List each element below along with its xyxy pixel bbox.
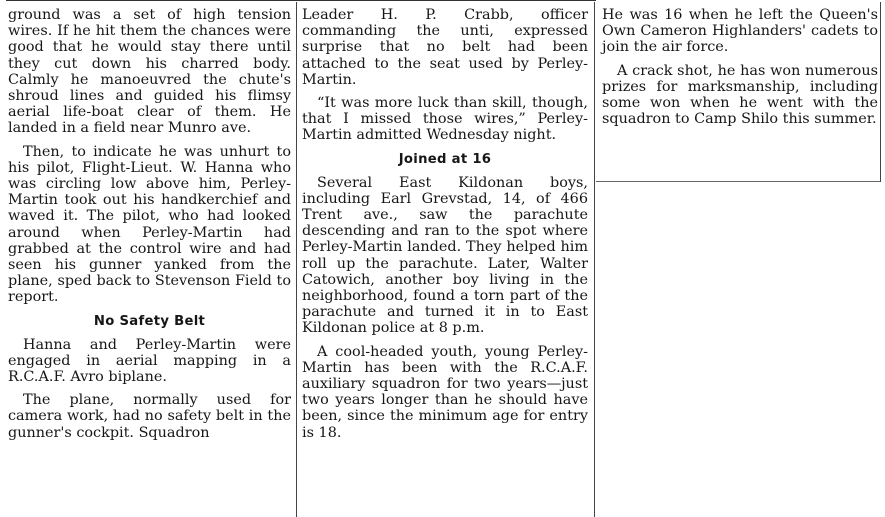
paragraph: “It was more luck than skill, though, that I missed those wires,” Perley-Martin admitted Wednesday night.	[302, 95, 588, 144]
paragraph: A cool-headed youth, young Perley-Martin has been with the R.C.A.F. auxiliary squadron for two years—just two years longer than he should have been, since the minimum age for entry is 18.	[302, 343, 588, 441]
article-column-3	[602, 7, 878, 517]
article-column-2	[302, 7, 588, 517]
paragraph: The plane, normally used for camera work, had no safety belt in the gunner's cockpit. Squadron	[8, 392, 291, 441]
paragraph: Leader H. P. Crabb, officer commanding the unti, expressed surprise that no belt had been attached to the seat used by Perley-Martin.	[302, 7, 588, 88]
paragraph: Then, to indicate he was unhurt to his pilot, Flight-Lieut. W. Hanna who was circling low above him, Perley-Martin took out his handkerchief and waved it. The pilot, who had looked around when Perley-Martin had grabbed at the control wire and had seen his gunner yanked from the plane, sped back to Stevenson Field to report.	[8, 143, 291, 306]
paragraph: Hanna and Perley-Martin were engaged in aerial mapping in a R.C.A.F. Avro biplane.	[8, 336, 291, 386]
top-rule	[6, 0, 596, 5]
column-rule	[594, 2, 595, 517]
paragraph: Several East Kildonan boys, including Earl Grevstad, 14, of 466 Trent ave., saw the parachute descending and ran to the spot where Perley-Martin landed. They helped him roll up the parachute. Later, Walter Catowich, another boy living in the neighborhood, found a torn part of the parachute and turned it in to East Kildonan police at 8 p.m.	[302, 174, 588, 337]
column-rule	[296, 2, 297, 517]
article-column-1	[8, 7, 291, 517]
paragraph: He was 16 when he left the Queen's Own Cameron Highlanders' cadets to join the air force.	[602, 7, 878, 56]
paragraph: A crack shot, he has won numerous prizes for marksmanship, including some won when he went with the squadron to Camp Shilo this summer.	[602, 62, 878, 128]
section-heading: No Safety Belt	[93, 313, 206, 329]
paragraph: ground was a set of high tension wires. If he hit them the chances were good that he would stay there until they cut down his charred body. Calmly he manoeuvred the chute's shroud lines and guided his flimsy aerial life-boat clear of them. He landed in a field near Munro ave.	[8, 7, 291, 137]
column-rule	[880, 2, 881, 182]
section-heading: Joined at 16	[398, 151, 492, 167]
